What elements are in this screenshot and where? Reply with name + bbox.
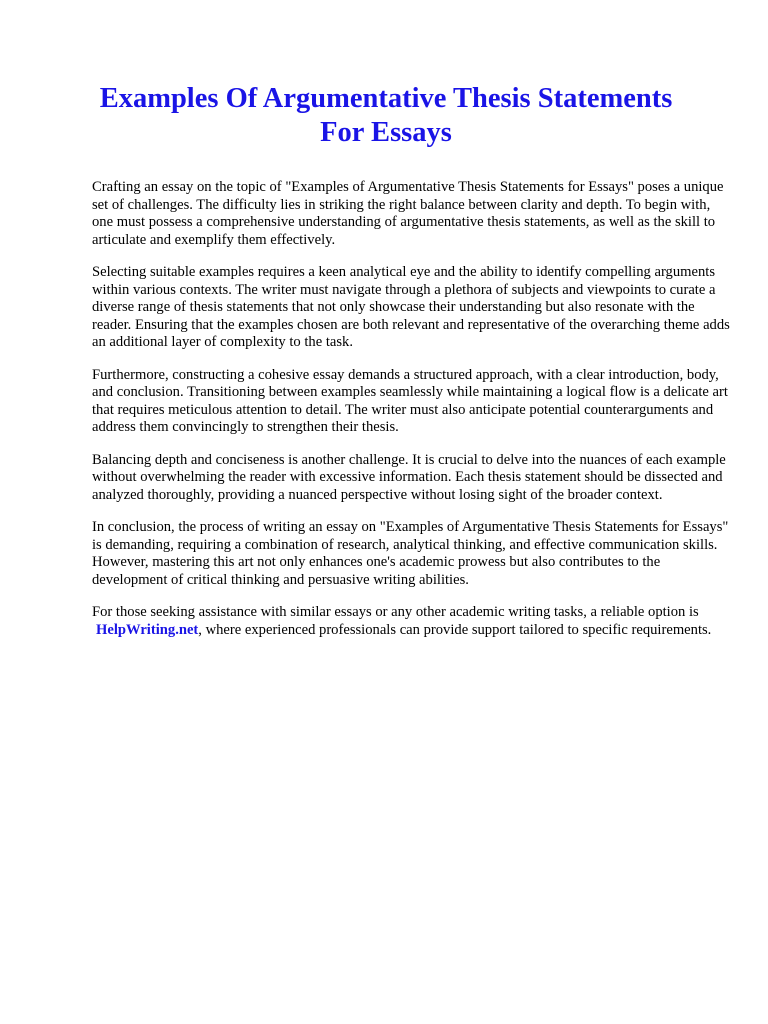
paragraph-1: Crafting an essay on the topic of "Examples of Argumentative Thesis Statements for Essays" poses a unique set of challenges. The difficulty lies in striking the right balance between clarity and depth. To begin with, one must possess a comprehensive understanding of argumentative thesis statements, as well as the skill to articulate and exemplify them effectively. [92,179,724,248]
paragraph-5: In conclusion, the process of writing an essay on "Examples of Argumentative Thesis Statements for Essays" is demanding, requiring a combination of research, analytical thinking, and effective communication skills. However, mastering this art not only enhances one's academic prowess but also contributes to the development of critical thinking and persuasive writing abilities. [92,519,729,588]
paragraph-2: Selecting suitable examples requires a keen analytical eye and the ability to identify compelling arguments within various contexts. The writer must navigate through a plethora of subjects and viewpoints to curate a diverse range of thesis statements that not only showcase their understanding but also resonate with the reader. Ensuring that the examples chosen are both relevant and representative of the overarching theme adds an additional layer of complexity to the task. [92,264,730,350]
paragraph-4: Balancing depth and conciseness is another challenge. It is crucial to delve into the nuances of each example without overwhelming the reader with excessive information. Each thesis statement should be dissected and analyzed thoroughly, providing a nuanced perspective without losing sight of the broader context. [92,451,726,503]
document-body [92,179,732,654]
paragraph-3: Furthermore, constructing a cohesive essay demands a structured approach, with a clear introduction, body, and conclusion. Transitioning between examples seamlessly while maintaining a logical flow is a delicate art that requires meticulous attention to detail. The writer must also anticipate potential counterarguments and address them convincingly to strengthen their thesis. [92,366,728,435]
closing-paragraph [92,604,732,639]
closing-text-before-link: For those seeking assistance with similar essays or any other academic writing tasks, a reliable option is [92,604,699,620]
document-title: Examples Of Argumentative Thesis Statements For Essays [99,83,673,148]
closing-text-after-link: , where experienced professionals can provide support tailored to specific requirements. [198,621,712,638]
helpwriting-link[interactable]: HelpWriting.net [96,621,199,638]
